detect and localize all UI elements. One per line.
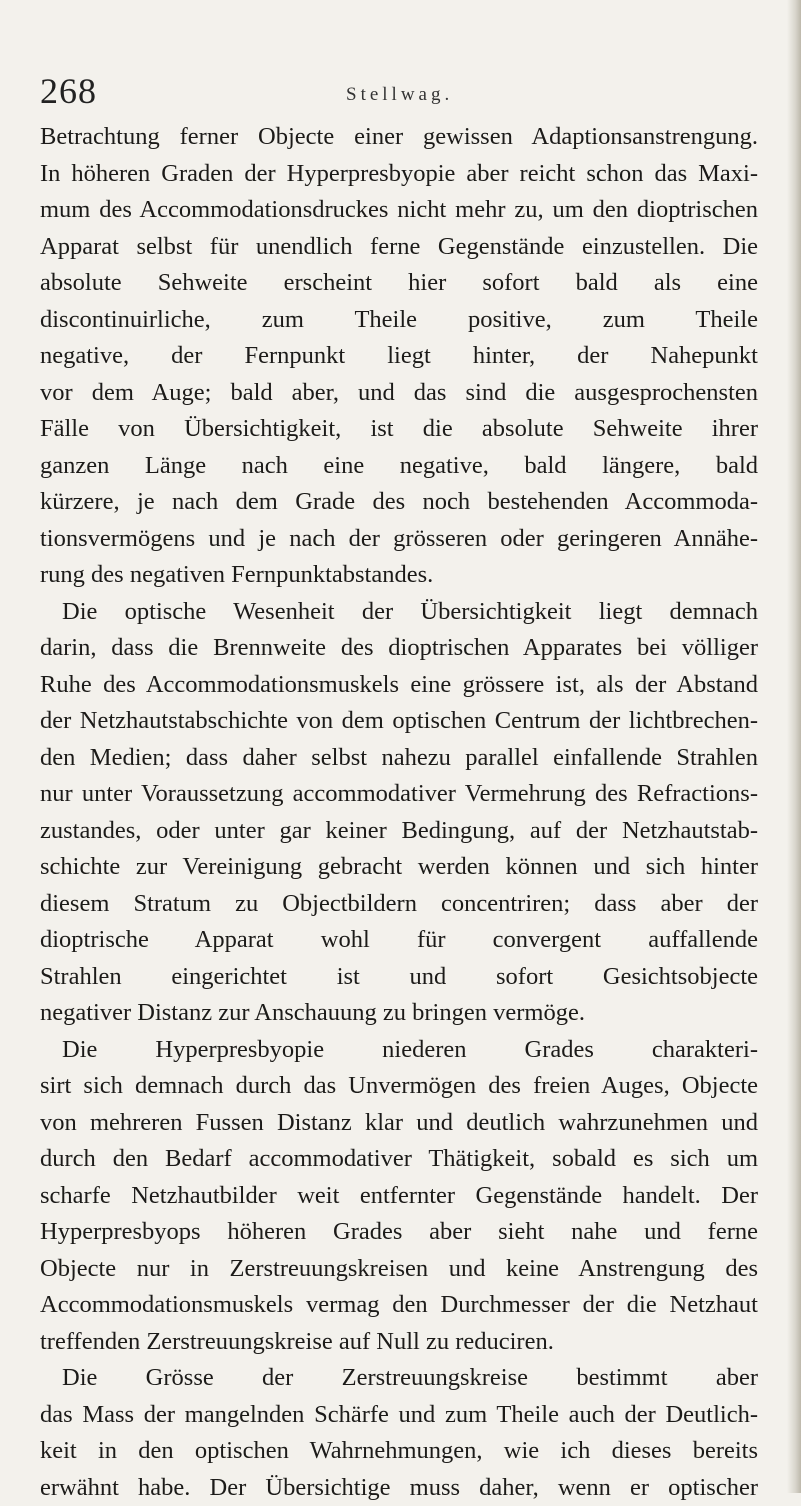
text-line: von mehreren Fussen Distanz klar und deutlich wahrzunehmen und [40, 1105, 758, 1142]
text-line: discontinuirliche, zum Theile positive, zum Theile [40, 302, 758, 339]
text-line: keit in den optischen Wahrnehmungen, wie ich dieses bereits [40, 1433, 758, 1470]
text-line: das Mass der mangelnden Schärfe und zum Theile auch der Deutlich- [40, 1397, 758, 1434]
text-line: rung des negativen Fernpunktabstandes. [40, 557, 758, 594]
text-line: Strahlen eingerichtet ist und sofort Gesichtsobjecte [40, 959, 758, 996]
running-head: Stellwag. [346, 84, 453, 106]
text-line: Die optische Wesenheit der Übersichtigkeit liegt demnach [40, 594, 758, 631]
text-line: absolute Sehweite erscheint hier sofort bald als eine [40, 265, 758, 302]
body-text [40, 119, 758, 1506]
text-line: diesem Stratum zu Objectbildern concentriren; dass aber der [40, 886, 758, 923]
text-line: mum des Accommodationsdruckes nicht mehr zu, um den dioptrischen [40, 192, 758, 229]
text-line: kürzere, je nach dem Grade des noch bestehenden Accommoda- [40, 484, 758, 521]
text-line: durch den Bedarf accommodativer Thätigkeit, sobald es sich um [40, 1141, 758, 1178]
text-line: Fälle von Übersichtigkeit, ist die absolute Sehweite ihrer [40, 411, 758, 448]
text-line: Betrachtung ferner Objecte einer gewissen Adaptionsanstrengung. [40, 119, 758, 156]
text-line: Die Hyperpresbyopie niederen Grades charakteri- [40, 1032, 758, 1069]
text-line: schichte zur Vereinigung gebracht werden können und sich hinter [40, 849, 758, 886]
text-line: sirt sich demnach durch das Unvermögen des freien Auges, Objecte [40, 1068, 758, 1105]
text-line: ganzen Länge nach eine negative, bald längere, bald [40, 448, 758, 485]
page-number: 268 [40, 70, 97, 112]
text-line: den Medien; dass daher selbst nahezu parallel einfallende Strahlen [40, 740, 758, 777]
text-line: scharfe Netzhautbilder weit entfernter Gegenstände handelt. Der [40, 1178, 758, 1215]
text-line: vor dem Auge; bald aber, und das sind die ausgesprochensten [40, 375, 758, 412]
text-line: treffenden Zerstreuungskreise auf Null zu reduciren. [40, 1324, 758, 1361]
text-line: Hyperpresbyops höheren Grades aber sieht nahe und ferne [40, 1214, 758, 1251]
text-line: negative, der Fernpunkt liegt hinter, der Nahepunkt [40, 338, 758, 375]
text-line: Ruhe des Accommodationsmuskels eine grössere ist, als der Abstand [40, 667, 758, 704]
text-line: Apparat selbst für unendlich ferne Gegenstände einzustellen. Die [40, 229, 758, 266]
text-line: Die Grösse der Zerstreuungskreise bestimmt aber [40, 1360, 758, 1397]
text-line: negativer Distanz zur Anschauung zu bringen vermöge. [40, 995, 758, 1032]
page-edge-shadow [787, 0, 801, 1493]
text-line: darin, dass die Brennweite des dioptrischen Apparates bei völliger [40, 630, 758, 667]
text-line: nur unter Voraussetzung accommodativer Vermehrung des Refractions- [40, 776, 758, 813]
text-line: tionsvermögens und je nach der grösseren oder geringeren Annähe- [40, 521, 758, 558]
text-line: erwähnt habe. Der Übersichtige muss daher, wenn er optischer [40, 1470, 758, 1506]
text-line: Accommodationsmuskels vermag den Durchmesser der die Netzhaut [40, 1287, 758, 1324]
text-line: In höheren Graden der Hyperpresbyopie aber reicht schon das Maxi- [40, 156, 758, 193]
text-line: zustandes, oder unter gar keiner Bedingung, auf der Netzhautstab- [40, 813, 758, 850]
page-header [38, 64, 758, 124]
text-line: Objecte nur in Zerstreuungskreisen und keine Anstrengung des [40, 1251, 758, 1288]
text-line: dioptrische Apparat wohl für convergent auffallende [40, 922, 758, 959]
text-line: der Netzhautstabschichte von dem optischen Centrum der lichtbrechen- [40, 703, 758, 740]
